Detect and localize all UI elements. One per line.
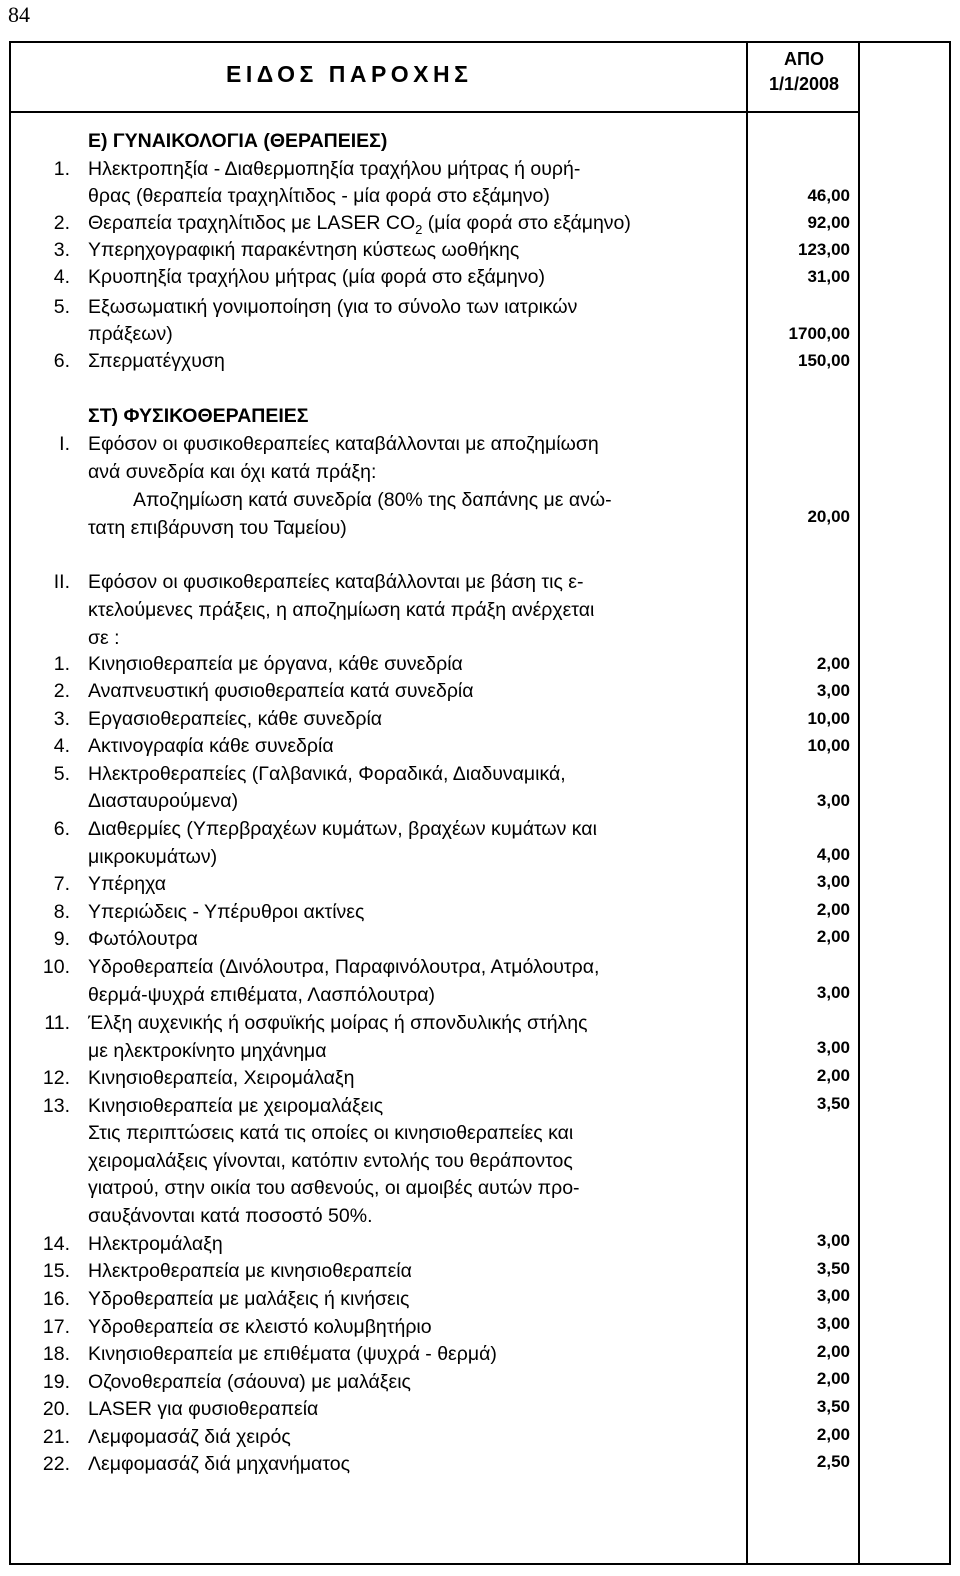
- item-value: 2,00: [816, 927, 850, 946]
- item-value: 3,50: [816, 1397, 850, 1416]
- item-number: 12.: [42, 1067, 70, 1089]
- table-header-title: ΕΙΔΟΣ ΠΑΡΟΧΗΣ: [226, 61, 473, 87]
- item-number: 2.: [53, 212, 70, 234]
- item-number: 8.: [53, 901, 70, 923]
- note-text: γιατρού, στην οικία του ασθενούς, οι αμοιβές αυτών προ-: [88, 1177, 580, 1199]
- item-text: Οζονοθεραπεία (σάουνα) με μαλάξεις: [88, 1371, 411, 1393]
- item-text: Εργασιοθεραπείες, κάθε συνεδρία: [88, 708, 383, 730]
- item-number: 14.: [42, 1233, 70, 1255]
- note-text: σαυξάνονται κατά ποσοστό 50%.: [88, 1205, 373, 1227]
- item-number: 9.: [53, 928, 70, 950]
- item-text: Κινησιοθεραπεία με χειρομαλάξεις: [88, 1095, 384, 1117]
- item-value: 10,00: [807, 709, 850, 728]
- item-text: Κινησιοθεραπεία, Χειρομάλαξη: [88, 1067, 355, 1089]
- item-text: θερμά-ψυχρά επιθέματα, Λασπόλουτρα): [88, 984, 435, 1006]
- item-value: 4,00: [816, 845, 850, 864]
- item-number: 5.: [53, 763, 70, 785]
- item-value: 2,50: [816, 1452, 850, 1471]
- item-number: 15.: [42, 1260, 70, 1282]
- item-text: Λεμφομασάζ διά μηχανήματος: [88, 1453, 350, 1475]
- item-number: 21.: [42, 1426, 70, 1448]
- item-text: Υδροθεραπεία (Δινόλουτρα, Παραφινόλουτρα, Ατμόλουτρα,: [88, 956, 600, 978]
- item-text: Φωτόλουτρα: [88, 928, 198, 950]
- item-value: 3,00: [816, 983, 850, 1002]
- item-text: Υπεριώδεις - Υπέρυθροι ακτίνες: [88, 901, 365, 923]
- item-text: Υπέρηχα: [88, 873, 167, 895]
- item-text: Κρυοπηξία τραχήλου μήτρας (μία φορά στο εξάμηνο): [88, 266, 545, 288]
- item-text: Ακτινογραφία κάθε συνεδρία: [88, 735, 334, 757]
- item-text: Υδροθεραπεία σε κλειστό κολυμβητήριο: [88, 1316, 432, 1338]
- note-text: Στις περιπτώσεις κατά τις οποίες οι κινησιοθεραπείες και: [88, 1122, 574, 1144]
- item-number: 19.: [42, 1371, 70, 1393]
- item-value: 31,00: [807, 267, 850, 286]
- part-text: ανά συνεδρία και όχι κατά πράξη:: [88, 461, 377, 483]
- item-text: LASER για φυσιοθεραπεία: [88, 1398, 319, 1420]
- item-value: 150,00: [798, 351, 850, 370]
- item-number: 17.: [42, 1316, 70, 1338]
- item-number: 1.: [53, 158, 70, 180]
- item-text: Υδροθεραπεία με μαλάξεις ή κινήσεις: [88, 1288, 410, 1310]
- part-text: τατη επιβάρυνση του Ταμείου): [88, 517, 347, 539]
- item-number: 10.: [42, 956, 70, 978]
- page-number: 84: [8, 2, 30, 27]
- item-number: 4.: [53, 735, 70, 757]
- item-number: 6.: [53, 350, 70, 372]
- item-number: 11.: [44, 1012, 70, 1034]
- item-number: 3.: [53, 708, 70, 730]
- item-number: 20.: [42, 1398, 70, 1420]
- item-number: 1.: [53, 653, 70, 675]
- column-divider: [858, 43, 860, 1563]
- item-number: 4.: [53, 266, 70, 288]
- header-date-label: 1/1/2008: [768, 74, 840, 94]
- part-value: 20,00: [807, 507, 850, 526]
- item-text: Κινησιοθεραπεία με επιθέματα (ψυχρά - θερμά): [88, 1343, 497, 1365]
- item-value: 3,00: [816, 872, 850, 891]
- item-number: 2.: [53, 680, 70, 702]
- item-value: 3,00: [816, 681, 850, 700]
- item-text: Διασταυρούμενα): [88, 790, 239, 812]
- header-apo-label: ΑΠΟ: [784, 49, 824, 69]
- item-value: 1700,00: [788, 324, 850, 343]
- item-text: Ηλεκτροθεραπεία με κινησιοθεραπεία: [88, 1260, 412, 1282]
- item-text: Κινησιοθεραπεία με όργανα, κάθε συνεδρία: [88, 653, 463, 675]
- item-number: 13.: [42, 1095, 70, 1117]
- part-number: Ι.: [59, 433, 70, 455]
- item-number: 22.: [42, 1453, 70, 1475]
- item-value: 2,00: [816, 1369, 850, 1388]
- item-number: 7.: [53, 873, 70, 895]
- item-value: 92,00: [807, 213, 850, 232]
- item-value: 3,00: [816, 1038, 850, 1057]
- item-text: Ηλεκτρομάλαξη: [88, 1233, 223, 1255]
- item-text: Εξωσωματική γονιμοποίηση (για το σύνολο των ιατρικών: [88, 296, 578, 318]
- item-text: Αναπνευστική φυσιοθεραπεία κατά συνεδρία: [88, 680, 474, 702]
- item-text: Διαθερμίες (Υπερβραχέων κυμάτων, βραχέων κυμάτων και: [88, 818, 597, 840]
- item-value: 46,00: [807, 186, 850, 205]
- item-value: 10,00: [807, 736, 850, 755]
- item-text: Λεμφομασάζ διά χειρός: [88, 1426, 291, 1448]
- item-value: 3,00: [816, 1314, 850, 1333]
- item-number: 3.: [53, 239, 70, 261]
- section-title-physiotherapy: ΣΤ) ΦΥΣΙΚΟΘΕΡΑΠΕΙΕΣ: [88, 405, 309, 427]
- item-text: Έλξη αυχενικής ή οσφυϊκής μοίρας ή σπονδυλικής στήλης: [88, 1012, 588, 1034]
- part-text: σε :: [88, 627, 120, 649]
- section-title-gynecology: Ε) ΓΥΝΑΙΚΟΛΟΓΙΑ (ΘΕΡΑΠΕΙΕΣ): [88, 130, 388, 152]
- item-value: 3,50: [816, 1259, 850, 1278]
- item-number: 6.: [53, 818, 70, 840]
- item-value: 2,00: [816, 1342, 850, 1361]
- item-value: 3,50: [816, 1094, 850, 1113]
- note-text: χειρομαλάξεις γίνονται, κατόπιν εντολής του θεράποντος: [88, 1150, 573, 1172]
- item-number: 18.: [42, 1343, 70, 1365]
- item-number: 16.: [42, 1288, 70, 1310]
- part-text: Εφόσον οι φυσικοθεραπείες καταβάλλονται με αποζημίωση: [88, 433, 599, 455]
- item-text: Ηλεκτροθεραπείες (Γαλβανικά, Φοραδικά, Διαδυναμικά,: [88, 763, 566, 785]
- item-value: 2,00: [816, 1066, 850, 1085]
- part-number: ΙΙ.: [53, 571, 70, 593]
- item-number: 5.: [53, 296, 70, 318]
- item-text: Σπερματέγχυση: [88, 350, 225, 372]
- header-divider: [11, 111, 858, 113]
- column-divider: [746, 43, 748, 1563]
- item-text: πράξεων): [88, 323, 173, 345]
- item-text: Ηλεκτροπηξία - Διαθερμοπηξία τραχήλου μήτρας ή ουρή-: [88, 158, 581, 180]
- part-text: Αποζημίωση κατά συνεδρία (80% της δαπάνης με ανώ-: [133, 489, 612, 511]
- part-text: Εφόσον οι φυσικοθεραπείες καταβάλλονται με βάση τις ε-: [88, 571, 584, 593]
- item-text: μικροκυμάτων): [88, 846, 218, 868]
- item-value: 3,00: [816, 1286, 850, 1305]
- table-header-date: [748, 47, 860, 97]
- item-value: 2,00: [816, 1425, 850, 1444]
- item-text: Θεραπεία τραχηλίτιδος με LASER $CO_2$ (μία φορά στο εξάμηνο): [88, 212, 631, 237]
- part-text: κτελούμενες πράξεις, η αποζημίωση κατά πράξη ανέρχεται: [88, 599, 595, 621]
- item-text: θρας (θεραπεία τραχηλίτιδος - μία φορά στο εξάμηνο): [88, 185, 550, 207]
- item-value: 3,00: [816, 1231, 850, 1250]
- item-value: 2,00: [816, 900, 850, 919]
- item-text: με ηλεκτροκίνητο μηχάνημα: [88, 1040, 327, 1062]
- item-value: 3,00: [816, 791, 850, 810]
- item-text: Υπερηχογραφική παρακέντηση κύστεως ωοθήκης: [88, 239, 520, 261]
- item-value: 2,00: [816, 654, 850, 673]
- item-value: 123,00: [798, 240, 850, 259]
